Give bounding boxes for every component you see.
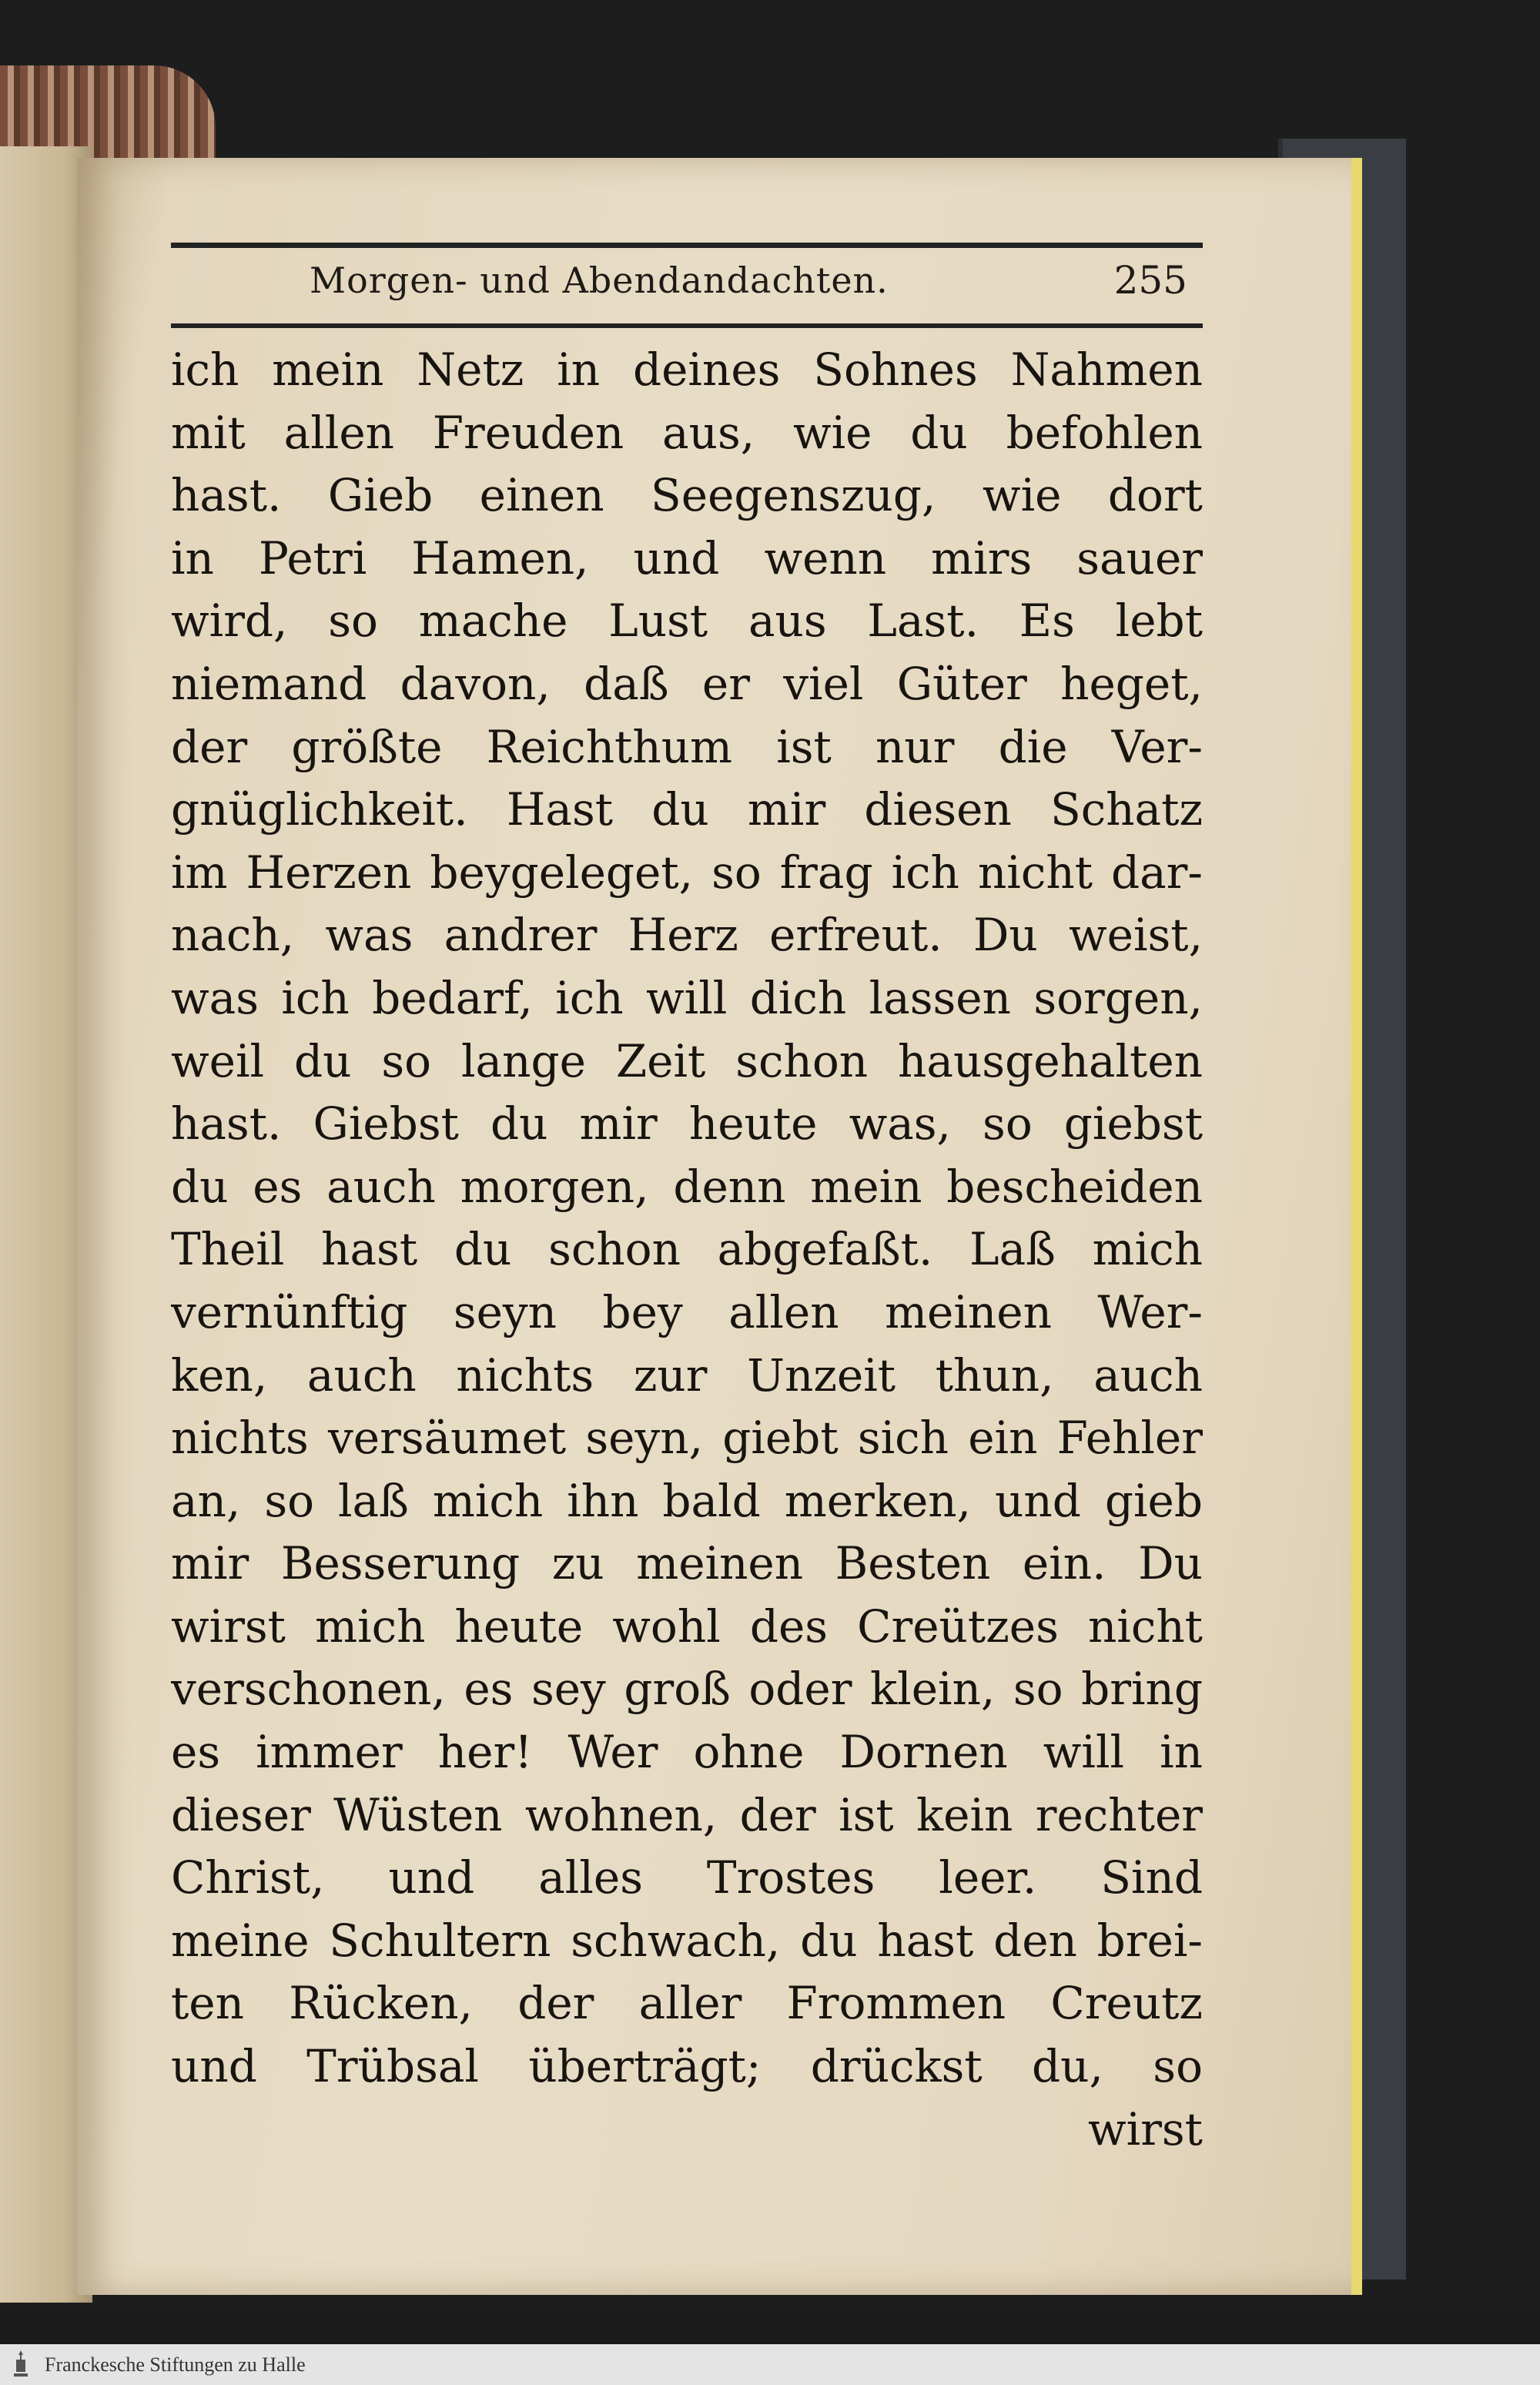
text-line: ten Rücken, der aller Frommen Creutz [171, 1977, 1203, 2030]
page-header [171, 243, 1203, 339]
text-line: an, so laß mich ihn bald merken, und gieb [171, 1474, 1203, 1527]
running-title: Morgen- und Abendandachten. [310, 260, 889, 301]
text-line: es immer her! Wer ohne Dornen will in [171, 1726, 1203, 1779]
text-line: der größte Reichthum ist nur die Ver- [171, 720, 1203, 773]
text-line: und Trübsal überträgt; drückst du, so [171, 2040, 1203, 2093]
text-line: du es auch morgen, denn mein bescheiden [171, 1160, 1203, 1213]
text-line: mit allen Freuden aus, wie du befohlen [171, 406, 1203, 459]
text-line: meine Schultern schwach, du hast den brei- [171, 1914, 1203, 1967]
text-line: mir Besserung zu meinen Besten ein. Du [171, 1537, 1203, 1590]
text-line: im Herzen beygeleget, so frag ich nicht dar- [171, 846, 1203, 899]
text-line: verschonen, es sey groß oder klein, so bring [171, 1663, 1203, 1716]
text-line: nichts versäumet seyn, giebt sich ein Fehler [171, 1412, 1203, 1465]
franckesche-logo-icon [11, 2349, 31, 2380]
text-line: wird, so mache Lust aus Last. Es lebt [171, 595, 1203, 648]
text-line: niemand davon, daß er viel Güter heget, [171, 657, 1203, 710]
text-line: gnüglichkeit. Hast du mir diesen Schatz [171, 783, 1203, 836]
text-line: Theil hast du schon abgefaßt. Laß mich [171, 1223, 1203, 1276]
text-line: ken, auch nichts zur Unzeit thun, auch [171, 1348, 1203, 1402]
text-line: weil du so lange Zeit schon hausgehalten [171, 1034, 1203, 1087]
text-line: dieser Wüsten wohnen, der ist kein rechter [171, 1788, 1203, 1841]
footer-institution-label: Franckesche Stiftungen zu Halle [45, 2353, 306, 2376]
text-line: in Petri Hamen, und wenn mirs sauer [171, 531, 1203, 585]
header-rule-top [171, 243, 1203, 248]
book-headband [0, 65, 216, 158]
text-line: vernünftig seyn bey allen meinen Wer- [171, 1285, 1203, 1338]
text-line: hast. Giebst du mir heute was, so giebst [171, 1097, 1203, 1151]
text-line: hast. Gieb einen Seegenszug, wie dort [171, 469, 1203, 522]
page-body-text [171, 339, 1203, 2161]
text-line: wirst mich heute wohl des Creützes nicht [171, 1599, 1203, 1653]
footer-bar [0, 2344, 1540, 2385]
text-line: was ich bedarf, ich will dich lassen sorgen, [171, 971, 1203, 1024]
catchword: wirst [1088, 2102, 1203, 2156]
text-line: Christ, und alles Trostes leer. Sind [171, 1851, 1203, 1904]
page-number: 255 [1113, 258, 1187, 303]
text-line: nach, was andrer Herz erfreut. Du weist, [171, 909, 1203, 962]
text-line: ich mein Netz in deines Sohnes Nahmen [171, 343, 1203, 396]
header-rule-bottom [171, 323, 1203, 328]
